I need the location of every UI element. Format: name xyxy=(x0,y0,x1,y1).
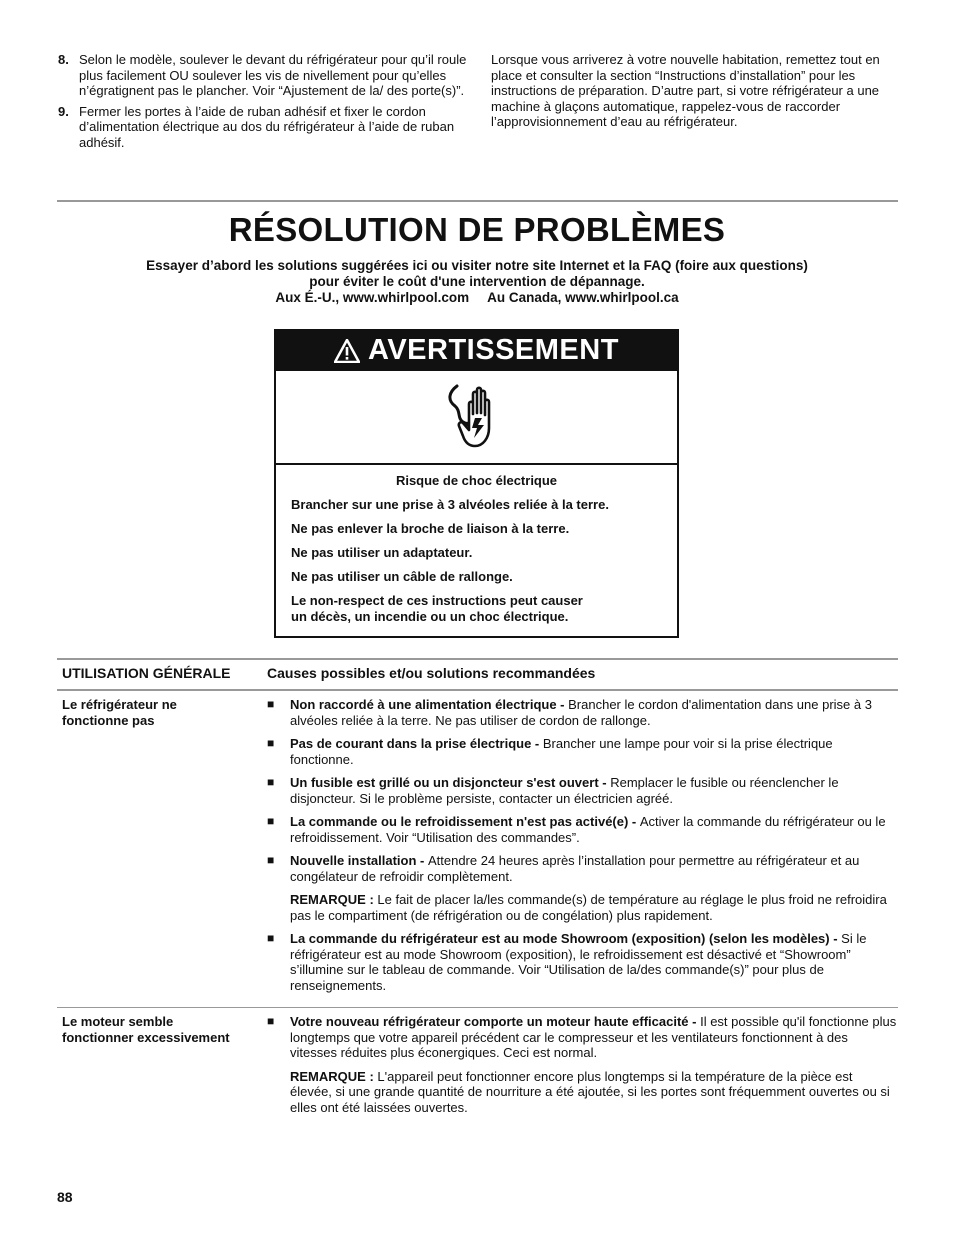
problem-label-line: Le réfrigérateur ne xyxy=(62,697,177,712)
solution-text: Brancher une lampe pour voir si la prise électrique fonctionne. xyxy=(290,736,833,767)
troubleshooting-table xyxy=(57,658,898,1129)
table-row xyxy=(57,691,898,1007)
bullet-square-icon: ■ xyxy=(267,1014,275,1028)
step-number: 8. xyxy=(58,52,69,67)
solution-text: Il est possible qu'il fonctionne plus longtemps que votre appareil précédent car le compresseur et les ventilateurs fonctionnent à des vitesses réduites plus éconergiques. Ceci est normal. xyxy=(290,1014,897,1060)
bullet-square-icon: ■ xyxy=(267,931,275,945)
step-item xyxy=(58,52,468,99)
note-label: REMARQUE : xyxy=(290,892,378,907)
note-text: L'appareil peut fonctionner encore plus longtemps si la température de la pièce est élevée, si une grande quantité de nourriture a été ajoutée, si les portes sont fréquemment ouvertes ou si elles ont été laissées ouvertes. xyxy=(290,1068,890,1115)
warning-consequence-line: un décès, un incendie ou un choc électrique. xyxy=(291,609,569,624)
note-label: REMARQUE : xyxy=(290,1068,378,1084)
bullet-square-icon: ■ xyxy=(267,853,275,867)
table-header-solutions: Causes possibles et/ou solutions recommandées xyxy=(267,665,596,681)
solution-note xyxy=(267,1069,897,1116)
bullet-square-icon: ■ xyxy=(267,814,275,828)
solutions-list xyxy=(267,697,897,1001)
solution-cause: La commande ou le refroidissement n'est pas activé(e) - xyxy=(290,814,640,829)
problem-label xyxy=(57,697,267,1001)
solution-item xyxy=(267,736,897,767)
table-header-category: UTILISATION GÉNÉRALE xyxy=(62,665,231,681)
step-item xyxy=(58,104,468,151)
warning-line: Ne pas utiliser un adaptateur. xyxy=(291,545,473,560)
solution-text: Remplacer le fusible ou réenclencher le disjoncteur. Si le problème persiste, contacter un électricien agréé. xyxy=(290,775,839,806)
problem-label-line: fonctionner excessivement xyxy=(62,1029,230,1045)
warning-header xyxy=(276,331,677,371)
section-title: RÉSOLUTION DE PROBLÈMES xyxy=(228,211,726,248)
warning-line: Ne pas utiliser un câble de rallonge. xyxy=(291,569,513,584)
step-text: Selon le modèle, soulever le devant du réfrigérateur pour qu’il roule plus facilement OU soulever les vis de nivellement pour qu’elles n’égratignent pas le plancher. Voir “Ajustement de la/ des porte(s)”. xyxy=(79,52,467,98)
solution-text: Attendre 24 heures après l’installation pour permettre au réfrigérateur et au congélateur de refroidir complètement. xyxy=(290,853,860,884)
bullet-square-icon: ■ xyxy=(267,697,275,711)
solution-cause: Pas de courant dans la prise électrique - xyxy=(290,736,543,751)
solution-item xyxy=(267,1014,897,1061)
canada-website: Au Canada, www.whirlpool.ca xyxy=(487,290,679,305)
step-number: 9. xyxy=(58,103,69,119)
solution-cause: Nouvelle installation - xyxy=(290,853,428,868)
page-number: 88 xyxy=(57,1189,73,1205)
note-text: Le fait de placer la/les commande(s) de température au réglage le plus froid ne refroidira pas le compartiment (de réfrigération ou de congélation) plus rapidement. xyxy=(290,892,887,923)
warning-risk-title: Risque de choc électrique xyxy=(395,473,558,488)
problem-label-line: fonctionne pas xyxy=(62,712,155,728)
intro-line: pour éviter le coût d'une intervention de dépannage. xyxy=(309,274,645,289)
problem-label xyxy=(57,1014,267,1123)
solution-item xyxy=(267,853,897,884)
solution-cause: Non raccordé à une alimentation électrique - xyxy=(290,697,569,712)
problem-label-line: Le moteur semble xyxy=(62,1014,174,1029)
section-divider xyxy=(57,200,898,202)
troubleshooting-intro xyxy=(0,258,954,306)
warning-line: Ne pas enlever la broche de liaison à la terre. xyxy=(291,521,570,536)
warning-line: Brancher sur une prise à 3 alvéoles reliée à la terre. xyxy=(291,497,609,512)
solution-item xyxy=(267,931,897,993)
solution-cause: Votre nouveau réfrigérateur comporte un moteur haute efficacité - xyxy=(290,1014,701,1029)
warning-consequence-line: Le non-respect de ces instructions peut causer xyxy=(291,593,583,608)
solution-text: Activer la commande du réfrigérateur ou le refroidissement. Voir “Utilisation des commandes”. xyxy=(290,814,886,845)
warning-consequence xyxy=(291,593,677,625)
arrival-paragraph: Lorsque vous arriverez à votre nouvelle habitation, remettez tout en place et consulter la section “Instructions d’installation” pour les instructions de préparation. D’autre part, si votre réfrigérateur a une machine à glaçons automatique, rappelez-vous de raccorder l’approvisionnement d’eau au réfrigérateur. xyxy=(491,52,880,129)
moving-steps xyxy=(58,52,468,155)
solution-text: Brancher le cordon d'alimentation dans une prise à 3 alvéoles reliée à la terre. Ne pas utiliser de cordon de rallonge. xyxy=(290,697,872,728)
warning-text xyxy=(276,465,677,625)
solution-item xyxy=(267,775,897,806)
solution-cause: Un fusible est grillé ou un disjoncteur s'est ouvert - xyxy=(290,775,611,790)
solution-note xyxy=(267,892,897,923)
step-text: Fermer les portes à l’aide de ruban adhésif et fixer le cordon d’alimentation électrique au dos du réfrigérateur à l’aide de ruban adhésif. xyxy=(79,103,455,150)
electric-shock-hand-icon xyxy=(445,384,509,450)
website-line xyxy=(0,290,954,306)
table-header xyxy=(57,658,898,691)
solution-item xyxy=(267,814,897,845)
warning-icon-area xyxy=(276,371,677,465)
warning-triangle-icon xyxy=(334,339,360,363)
solution-item xyxy=(267,697,897,728)
us-website: Aux É.-U., www.whirlpool.com xyxy=(275,290,470,305)
solutions-list xyxy=(267,1014,897,1123)
solution-text: Si le réfrigérateur est au mode Showroom (exposition), le refroidissement est désactivé et “Showroom” s’illumine sur le tableau de commande. Voir “Utilisation de la/des commande(s)” pour plus de renseignements. xyxy=(290,931,867,993)
solution-cause: La commande du réfrigérateur est au mode Showroom (exposition) (selon les modèles) - xyxy=(290,931,842,946)
bullet-square-icon: ■ xyxy=(267,775,275,789)
table-row xyxy=(57,1007,898,1129)
intro-line: Essayer d’abord les solutions suggérées ici ou visiter notre site Internet et la FAQ (foire aux questions) xyxy=(146,258,808,273)
warning-heading: AVERTISSEMENT xyxy=(368,334,619,367)
bullet-square-icon: ■ xyxy=(267,736,275,750)
warning-box xyxy=(274,329,679,638)
